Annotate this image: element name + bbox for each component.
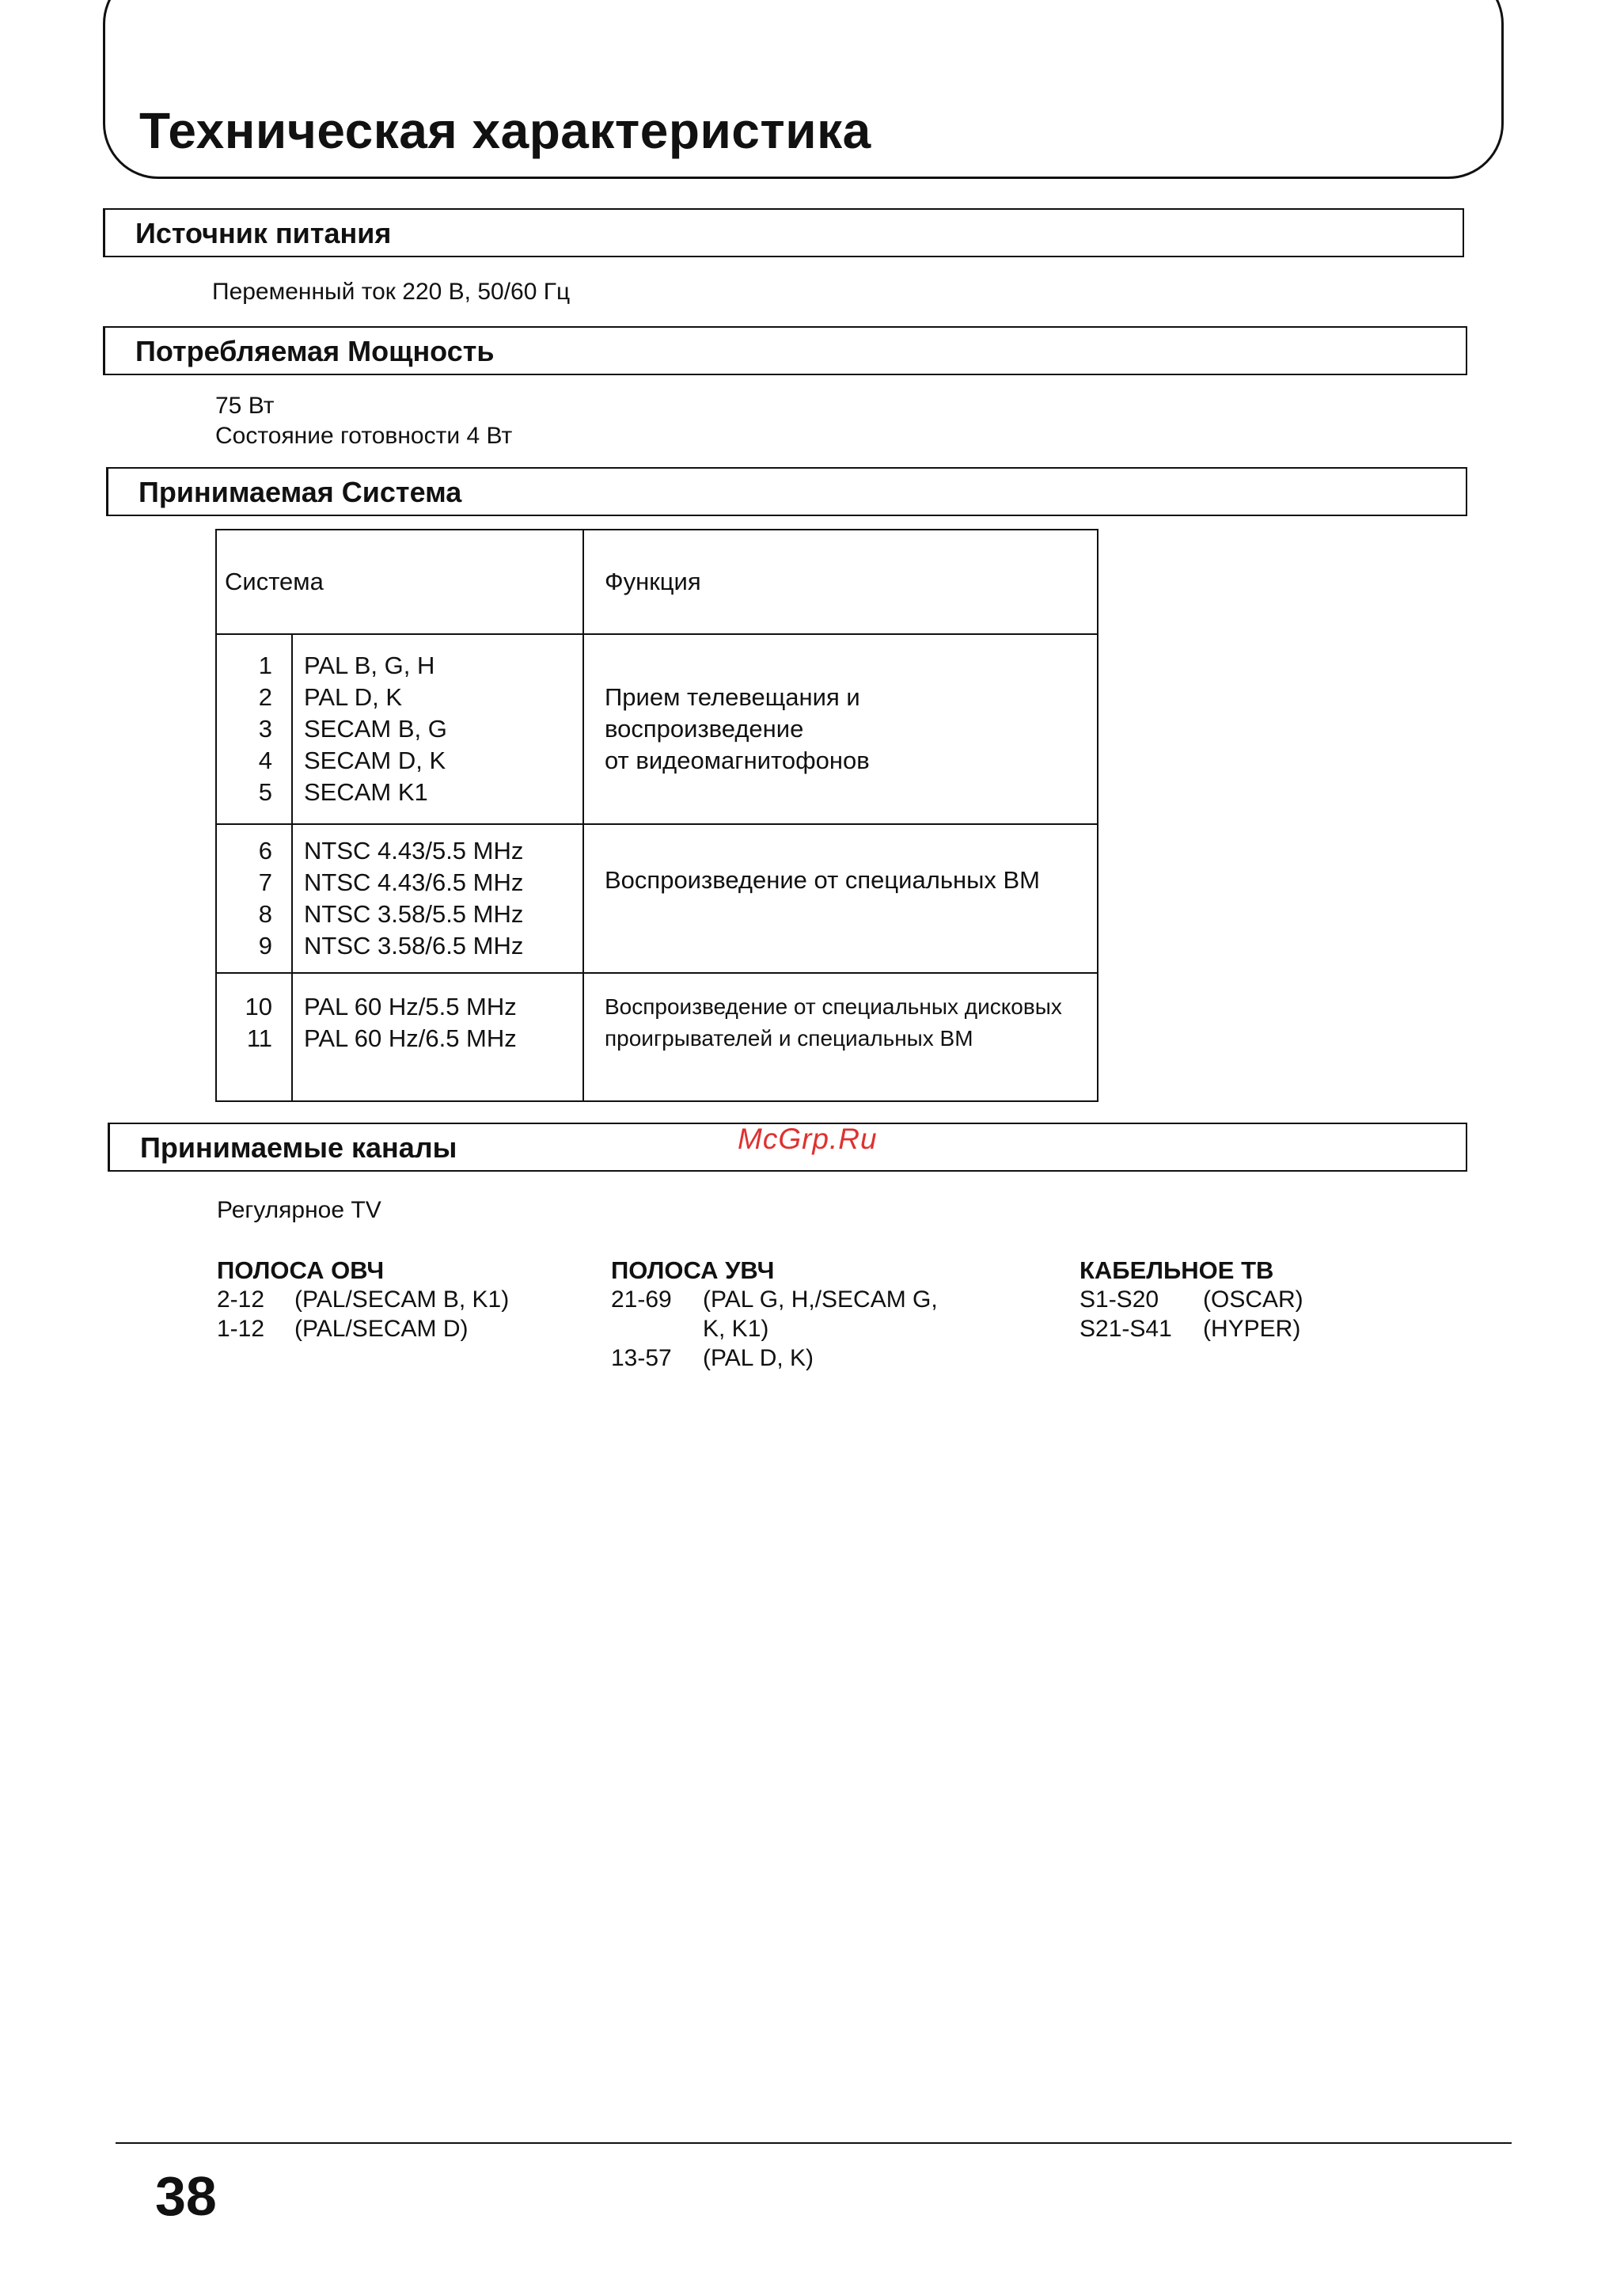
band-row xyxy=(611,1285,938,1314)
system-name: PAL B, G, H xyxy=(304,652,435,679)
band-title: КАБЕЛЬНОЕ ТВ xyxy=(1080,1256,1274,1284)
function-line: проигрывателей и специальных ВМ xyxy=(605,1026,973,1051)
function-line: Прием телевещания и xyxy=(605,683,860,711)
channels-subtitle: Регулярное TV xyxy=(217,1197,381,1223)
system-number: 11 xyxy=(246,1024,272,1052)
header-system: Система xyxy=(216,530,583,634)
table-row xyxy=(216,824,1098,973)
band-row xyxy=(217,1285,509,1314)
table-row xyxy=(216,973,1098,1101)
page-title: Техническая характеристика xyxy=(139,102,871,159)
system-name: NTSC 4.43/6.5 MHz xyxy=(304,868,524,896)
channel-standard: (PAL D, K) xyxy=(703,1345,814,1371)
system-function xyxy=(583,824,1098,973)
system-name: NTSC 4.43/5.5 MHz xyxy=(304,837,524,864)
channel-range: S21-S41 xyxy=(1080,1316,1172,1342)
system-name: SECAM K1 xyxy=(304,778,428,806)
channel-range: 2-12 xyxy=(217,1286,265,1313)
system-name: SECAM D, K xyxy=(304,747,446,774)
system-name: NTSC 3.58/6.5 MHz xyxy=(304,932,524,960)
channel-range: 21-69 xyxy=(611,1286,672,1313)
power-consumption-line: 75 Вт xyxy=(215,393,275,419)
section-heading-receiving-channels: Принимаемые каналы xyxy=(108,1123,1467,1172)
channel-range: 1-12 xyxy=(217,1316,265,1342)
footer-divider xyxy=(116,2142,1512,2144)
function-line: Воспроизведение от специальных ВМ xyxy=(605,866,1040,894)
system-numbers xyxy=(216,824,292,973)
system-number: 4 xyxy=(258,747,272,774)
channel-standard: (HYPER) xyxy=(1203,1316,1301,1342)
band-row xyxy=(611,1314,938,1343)
function-line: Воспроизведение от специальных дисковых xyxy=(605,994,1062,1019)
system-number: 10 xyxy=(245,993,272,1020)
function-line: воспроизведение xyxy=(605,715,804,743)
section-heading-receiving-system: Принимаемая Система xyxy=(106,467,1467,516)
band-title: ПОЛОСА УВЧ xyxy=(611,1256,775,1284)
function-line: от видеомагнитофонов xyxy=(605,747,870,774)
band-title: ПОЛОСА ОВЧ xyxy=(217,1256,385,1284)
system-names xyxy=(292,824,583,973)
system-number: 3 xyxy=(258,715,272,743)
watermark-text: McGrp.Ru xyxy=(738,1123,878,1155)
channel-range: 13-57 xyxy=(611,1345,672,1371)
system-name: PAL 60 Hz/6.5 MHz xyxy=(304,1024,517,1052)
system-name: SECAM B, G xyxy=(304,715,447,743)
channel-standard: (PAL G, H,/SECAM G, xyxy=(703,1286,938,1313)
system-name: PAL D, K xyxy=(304,683,403,711)
system-function xyxy=(583,973,1098,1101)
band-uhf xyxy=(611,1256,938,1373)
power-source-text: Переменный ток 220 В, 50/60 Гц xyxy=(212,279,571,305)
system-names xyxy=(292,634,583,824)
system-number: 7 xyxy=(258,868,272,896)
power-consumption-line: Состояние готовности 4 Вт xyxy=(215,423,513,449)
system-function xyxy=(583,634,1098,824)
band-row xyxy=(1080,1285,1303,1314)
channel-range xyxy=(611,1314,703,1343)
channel-standard: K, K1) xyxy=(703,1316,769,1342)
table-header-row xyxy=(216,530,1098,634)
band-vhf xyxy=(217,1256,509,1343)
power-consumption-text xyxy=(215,391,512,451)
band-row xyxy=(217,1314,509,1343)
band-cable xyxy=(1080,1256,1303,1343)
channel-standard: (PAL/SECAM B, K1) xyxy=(294,1286,510,1313)
system-number: 2 xyxy=(258,683,272,711)
system-number: 8 xyxy=(258,900,272,928)
system-numbers xyxy=(216,973,292,1101)
system-names xyxy=(292,973,583,1101)
system-name: NTSC 3.58/5.5 MHz xyxy=(304,900,524,928)
system-number: 9 xyxy=(258,932,272,960)
channel-standard: (PAL/SECAM D) xyxy=(294,1316,469,1342)
system-number: 5 xyxy=(258,778,272,806)
band-row xyxy=(1080,1314,1303,1343)
system-name: PAL 60 Hz/5.5 MHz xyxy=(304,993,517,1020)
systems-table xyxy=(215,529,1098,1102)
table-row xyxy=(216,634,1098,824)
section-heading-power-consumption: Потребляемая Мощность xyxy=(103,326,1467,375)
channel-standard: (OSCAR) xyxy=(1203,1286,1303,1313)
page-number: 38 xyxy=(155,2165,217,2227)
band-row xyxy=(611,1343,938,1373)
system-number: 6 xyxy=(258,837,272,864)
system-number: 1 xyxy=(258,652,272,679)
section-heading-power-source: Источник питания xyxy=(103,208,1464,257)
channel-range: S1-S20 xyxy=(1080,1286,1159,1313)
header-function: Функция xyxy=(583,530,1098,634)
system-numbers xyxy=(216,634,292,824)
